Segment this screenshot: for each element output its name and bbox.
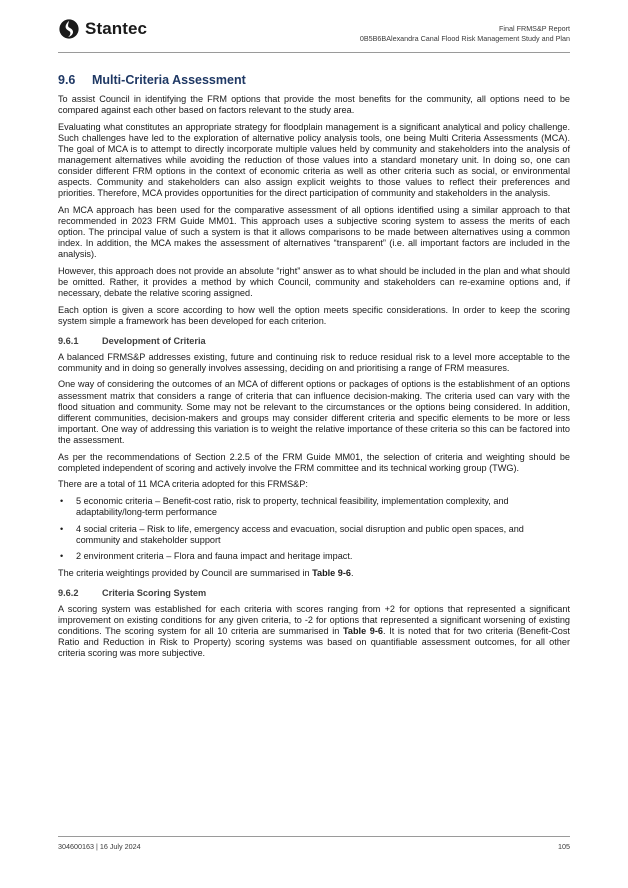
table-reference: Table 9-6 [343, 626, 383, 637]
page-number: 105 [558, 842, 570, 851]
header-divider [58, 52, 570, 53]
subsection-title: Criteria Scoring System [102, 587, 207, 598]
section-number: 9.6 [58, 73, 76, 87]
paragraph: A balanced FRMS&P addresses existing, future and continuing risk to reduce residual risk to a level more acceptable to the community and in doing so generally involves assessing, deciding on and prioritising a range of FRM measures. [58, 351, 570, 373]
document-reference: 304600163 | 16 July 2024 [58, 842, 141, 851]
section-title: Multi-Criteria Assessment [92, 73, 246, 87]
text-run: The criteria weightings provided by Council are summarised in [58, 567, 313, 578]
criteria-list [58, 496, 570, 562]
list-item-text: 2 environment criteria – Flora and fauna impact and heritage impact. [76, 551, 353, 562]
paragraph: An MCA approach has been used for the comparative assessment of all options identified using a similar approach to that recommended in 2023 FRM Guide MM01. This approach uses a subjective scoring system to assess the merits of each option. The principal value of such a system is that it allows comparisons to be made between alternatives using a common index. In addition, the MCA makes the assessment of alternatives “transparent” (i.e. all important factors are included in the analysis). [58, 204, 570, 260]
subsection-number: 9.6.2 [58, 587, 79, 598]
subsection-heading [58, 335, 570, 347]
logo-wordmark: Stantec [85, 19, 148, 38]
paragraph: There are a total of 11 MCA criteria adopted for this FRMS&P: [58, 479, 308, 490]
paragraph: Each option is given a score according to how well the option meets specific considerations. In order to keep the scoring system simple a framework has been developed for each criterion. [58, 304, 570, 326]
paragraph: However, this approach does not provide an absolute “right” answer as to what should be included in the plan and what should be omitted. Rather, it provides a method by which Council, community and stakeholders can re-examine options and, if necessary, debate the relative scoring assigned. [58, 265, 570, 298]
paragraph: Evaluating what constitutes an appropriate strategy for floodplain management is a significant analytical and policy challenge. Such challenges have led to the exploration of alternative policy analysis tools, one being Multi Criteria Assessments (MCA). The goal of MCA is to attempt to directly incorporate multiple values held by community and stakeholders into the analysis of management alternatives while avoiding the reduction of those values into a standard monetary unit. In doing so, one can consider different FRM options in the context of economic criteria as well as other criteria such as social, or environmental aspects. Community and stakeholders can also assign explicit weights to those values to reflect their preferences and priorities. Therefore, MCA provides opportunities for the direct participation of community and stakeholders in the analysis. [58, 121, 570, 199]
bullet-icon: • [60, 551, 64, 562]
text-run: A scoring system was established for each criteria with scores ranging from +2 for options that represented a significant improvement on existing conditions for any given criteria, to -2 for options that represented a significant worsening of existing conditions. The scoring system for all 10 criteria are summarised in [58, 603, 570, 637]
subsection-title: Development of Criteria [102, 335, 206, 346]
text-run: . It is noted that for two criteria (Benefit-Cost Ratio and Reduction in Risk to Property) scoring systems was based on quantifiable assessment outcomes, for all other criteria scoring was more subjective. [58, 626, 570, 659]
list-item [58, 496, 570, 518]
subsection-heading [58, 587, 570, 599]
list-item [58, 551, 570, 562]
section-heading [58, 72, 570, 88]
table-reference: Table 9-6 [312, 567, 351, 578]
paragraph: To assist Council in identifying the FRM options that provide the most benefits for the community, all options need to be compared against each other based on factors relevant to the study area. [58, 94, 570, 116]
stantec-logo [58, 18, 147, 40]
report-subtitle: 0B5B6BAlexandra Canal Flood Risk Management Study and Plan [359, 33, 570, 43]
subsection-number: 9.6.1 [58, 335, 79, 346]
report-title: Final FRMS&P Report [499, 24, 570, 33]
bullet-icon: • [60, 495, 64, 506]
paragraph [58, 604, 570, 659]
list-item-text: 4 social criteria – Risk to life, emergency access and evacuation, social disruption and public open spaces, and community and stakeholder support [76, 523, 524, 545]
page-body [58, 72, 570, 665]
list-item [58, 524, 570, 546]
bullet-icon: • [60, 523, 64, 534]
stantec-logo-icon [58, 18, 80, 40]
page-header [58, 18, 570, 48]
text-run: . [350, 567, 354, 578]
paragraph: One way of considering the outcomes of an MCA of different options or packages of options is the establishment of an options assessment matrix that considers a range of criteria that can influence decision-making. The criteria used can vary with the flood situation and community. Some may not be relevant to the circumstances or the options being considered. In addition, different communities, decision-makers and groups may consider different criteria and specific elements to be more or less important. One way of addressing this variation is to weight the relative importance of these criteria so this can be factored into the assessment. [58, 379, 570, 445]
report-header-info [360, 24, 570, 43]
paragraph: As per the recommendations of Section 2.2.5 of the FRM Guide MM01, the selection of criteria and weighting should be completed independent of scoring and actively involve the FRM committee and its technical working group (TWG). [58, 451, 570, 473]
list-item-text: 5 economic criteria – Benefit-cost ratio, risk to property, technical feasibility, implementation complexity, and adaptability/long-term performance [76, 495, 509, 517]
footer-divider [58, 836, 570, 837]
paragraph [58, 568, 570, 579]
